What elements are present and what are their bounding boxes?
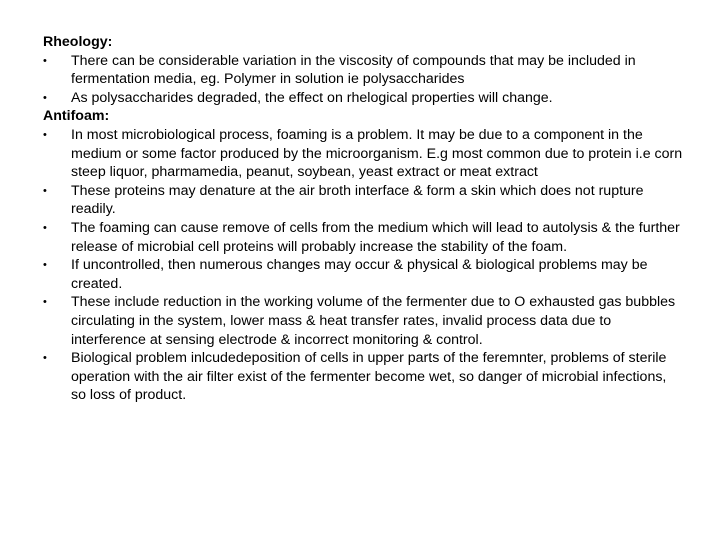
bullet-icon: • [43,221,47,234]
bullet-text: As polysaccharides degraded, the effect on rhelogical properties will change. [71,89,553,106]
bullet-icon: • [43,128,47,141]
list-item [43,89,683,108]
bullet-text: If uncontrolled, then numerous changes may occur & physical & biological problems may be created. [71,257,648,292]
bullet-icon: • [43,296,47,309]
bullet-icon: • [43,259,47,272]
rheology-bullet-list [43,52,683,108]
bullet-text: These include reduction in the working volume of the fermenter due to O exhausted gas bubbles circulating in the system, lower mass & heat transfer rates, invalid process data due to interference at sensing electrode & incorrect monitoring & control. [71,294,676,348]
bullet-icon: • [43,91,47,104]
heading-rheology: Rheology: [43,34,113,50]
list-item [43,293,683,349]
bullet-icon: • [43,352,47,365]
bullet-text: There can be considerable variation in the viscosity of compounds that may be included in fermentation media, eg. Polymer in solution ie polysaccharides [71,52,636,88]
bullet-icon: • [43,184,47,197]
heading-antifoam: Antifoam: [43,108,110,125]
bullet-text: In most microbiological process, foaming is a problem. It may be due to a component in the medium or some factor produced by the microorganism. E.g most common due to protein i.e corn steep liquor, pharmamedia, peanut, soybean, yeast extract or meat extract [71,126,683,181]
bullet-text: Biological problem inlcudedeposition of cells in upper parts of the feremnter, problems of sterile operation with the air filter exist of the fermenter become wet, so danger of microbial infections, so loss of product. [71,350,667,404]
antifoam-bullet-list [43,126,683,405]
bullet-icon: • [43,54,47,67]
bullet-text: These proteins may denature at the air broth interface & form a skin which does not rupture readily. [71,182,644,218]
bullet-text: The foaming can cause remove of cells from the medium which will lead to autolysis & the further release of microbial cell proteins will probably increase the stability of the foam. [71,219,680,255]
list-item [43,182,683,219]
list-item [43,52,683,89]
list-item [43,349,683,405]
list-item [43,126,683,182]
list-item [43,256,683,293]
list-item [43,219,683,256]
slide-content [43,33,683,405]
